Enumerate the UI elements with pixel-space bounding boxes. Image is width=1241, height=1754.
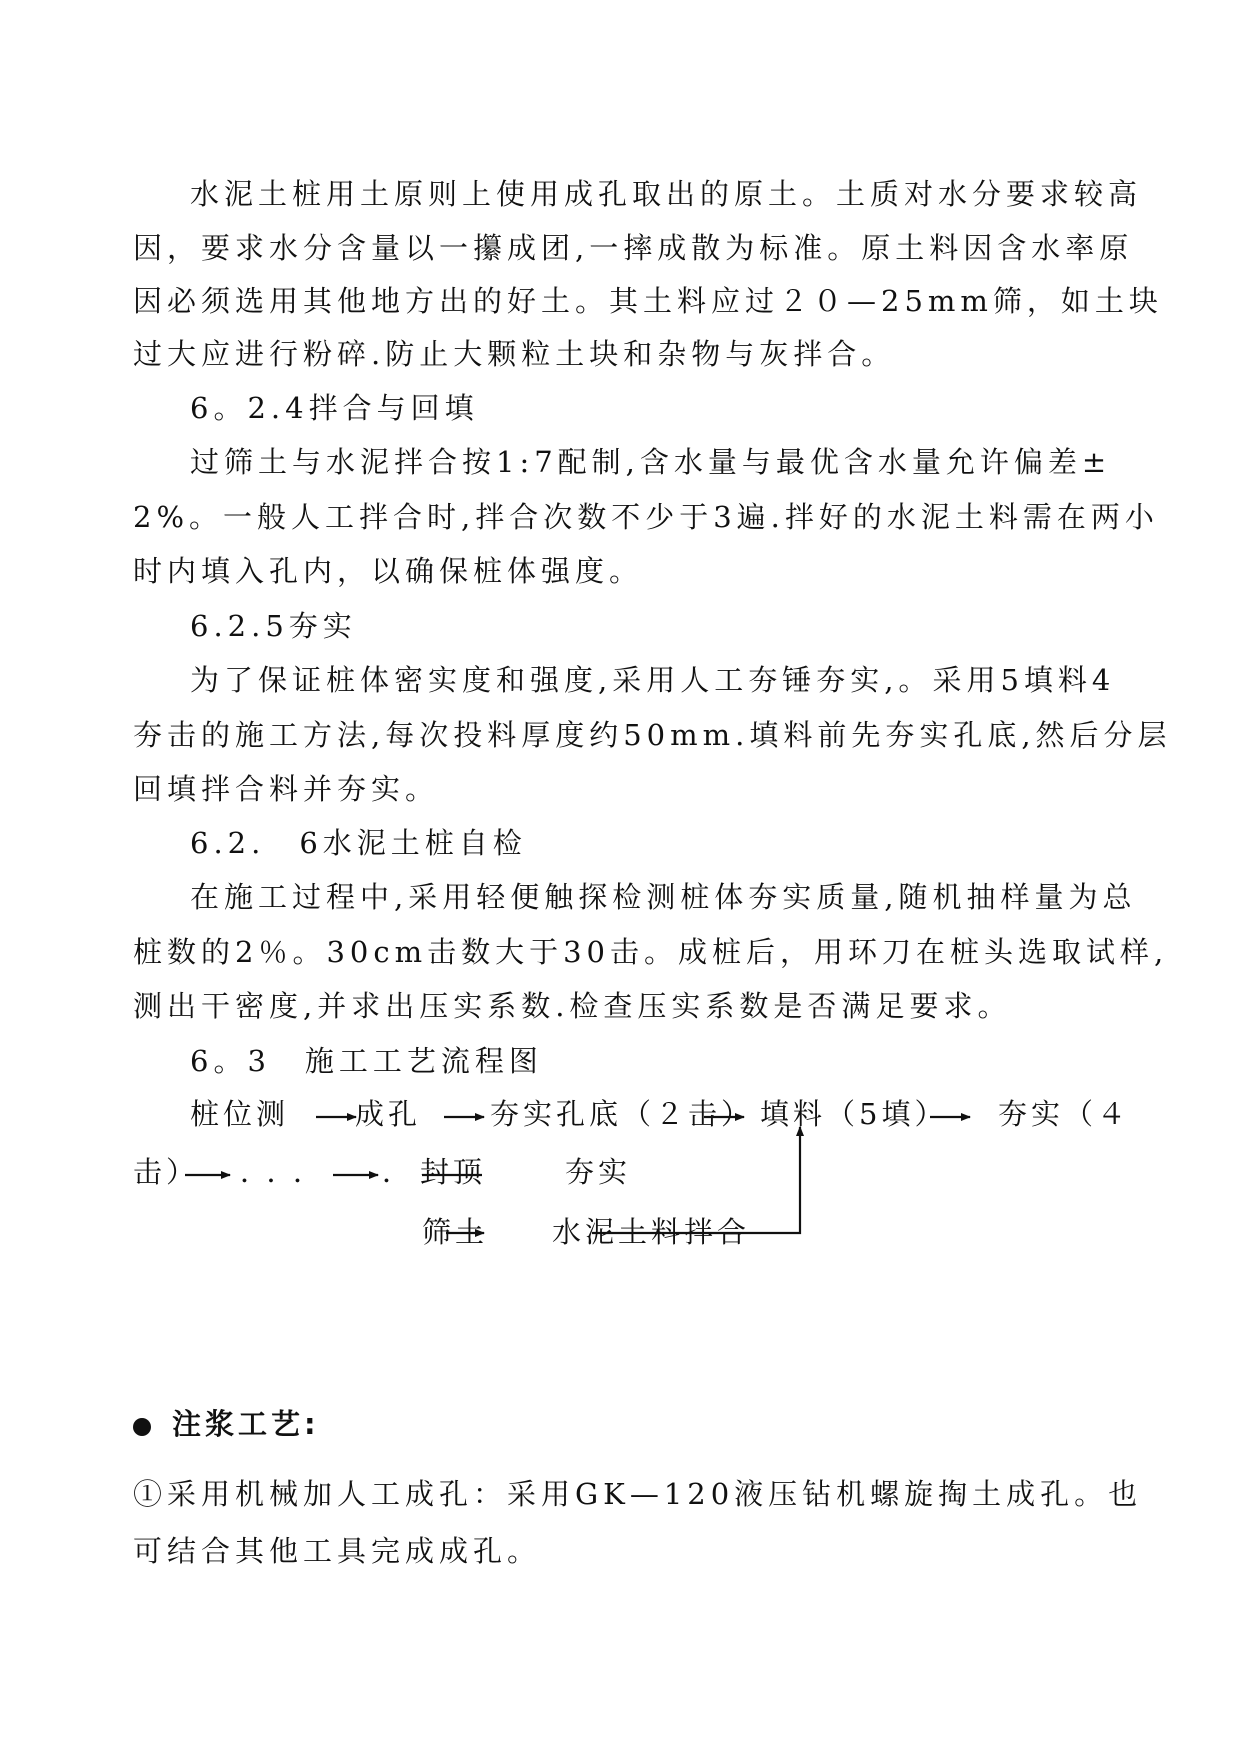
text-line: 在施工过程中,采用轻便触探检测桩体夯实质量,随机抽样量为总 (190, 880, 1137, 914)
flow-step-tamp: 夯实（４ (998, 1097, 1131, 1131)
text-line: 过筛土与水泥拌合按1:7配制,含水量与最优含水量允许偏差± (190, 445, 1112, 479)
text-line: 为了保证桩体密实度和强度,采用人工夯锤夯实,。采用5填料4 (190, 663, 1116, 697)
section-heading: 6.2. 6水泥土桩自检 (190, 826, 527, 860)
flow-step-seal-top: 封顶 (420, 1155, 487, 1189)
section-heading: 6。3 施工工艺流程图 (190, 1044, 543, 1078)
text-line: 时内填入孔内，以确保桩体强度。 (133, 554, 644, 588)
section-heading: 6.2.5夯实 (190, 609, 357, 643)
text-line: 因必须选用其他地方出的好土。其土料应过２０—25mm筛，如土块 (133, 284, 1163, 318)
text-line: 因，要求水分含量以一攥成团,一摔成散为标准。原土料因含水率原 (133, 231, 1134, 265)
flow-step-tamp-bottom: 夯实孔底（２击） (490, 1097, 755, 1131)
text-line: ①采用机械加人工成孔：采用GK—120液压钻机螺旋掏土成孔。也 (133, 1477, 1143, 1511)
text-line: 夯击的施工方法,每次投料厚度约50mm.填料前先夯实孔底,然后分层 (133, 718, 1172, 752)
flow-step-tamp-cont: 击） (133, 1155, 200, 1189)
flow-dots: ．．． (240, 1155, 335, 1189)
bullet-heading: 注浆工艺: (172, 1407, 320, 1441)
flow-step-fill: 填料（5填） (760, 1097, 948, 1131)
text-line: 过大应进行粉碎.防止大颗粒土块和杂物与灰拌合。 (133, 337, 896, 371)
text-line: 可结合其他工具完成成孔。 (133, 1534, 542, 1568)
text-line: 水泥土桩用土原则上使用成孔取出的原土。土质对水分要求较高 (190, 177, 1143, 211)
text-line: 回填拌合料并夯实。 (133, 772, 440, 806)
flow-arrow-mix-to-fill (592, 1127, 800, 1233)
bullet-icon (133, 1418, 151, 1436)
text-line: 2%。一般人工拌合时,拌合次数不少于3遍.拌好的水泥土料需在两小 (133, 500, 1159, 534)
flow-dots: ． (382, 1155, 416, 1189)
text-line: 测出干密度,并求出压实系数.检查压实系数是否满足要求。 (133, 989, 1012, 1023)
text-line: 桩数的2％。30cm击数大于30击。成桩后，用环刀在桩头选取试样, (133, 935, 1169, 969)
flow-step-pile-survey: 桩位测 (190, 1097, 290, 1131)
flow-step-sieve-soil: 筛土 (422, 1215, 489, 1249)
flow-step-tamp-seal: 夯实 (565, 1155, 632, 1189)
flow-step-mix-cement-soil: 水泥土料拌合 (552, 1215, 751, 1249)
flow-step-drill-hole: 成孔 (355, 1097, 422, 1131)
section-heading: 6。2.4拌合与回填 (190, 391, 479, 425)
